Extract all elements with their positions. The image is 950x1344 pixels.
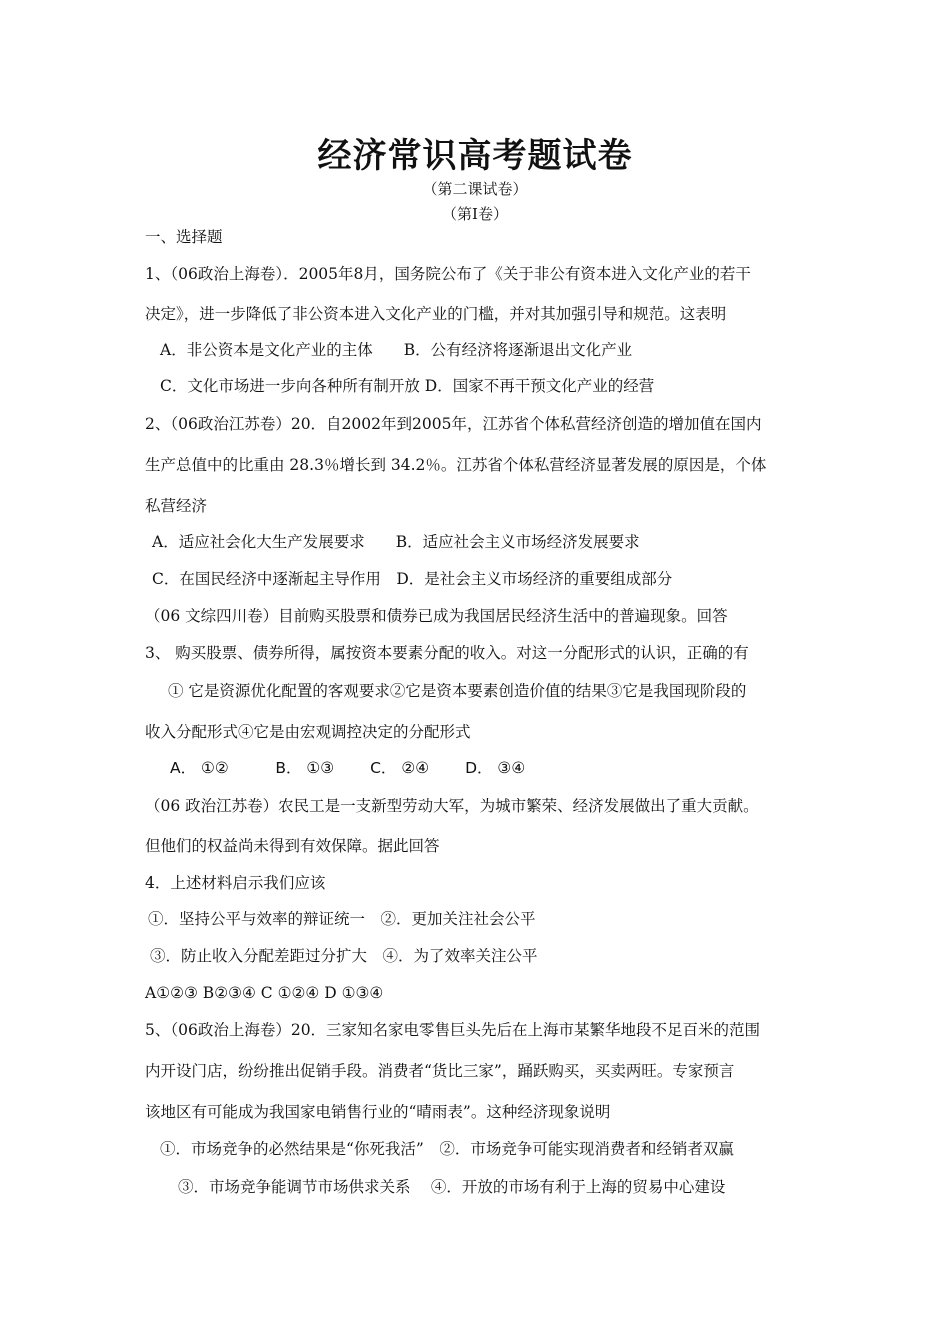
q4-options: A①②③ B②③④ C ①②④ D ①③④: [145, 984, 384, 1002]
q3-text-line2: ① 它是资源优化配置的客观要求②它是资本要素创造价值的结果③它是我国现阶段的: [168, 682, 747, 700]
q1-text-line1: 1、（06政治上海卷）．2005年8月，国务院公布了《关于非公有资本进入文化产业的若干: [145, 265, 751, 283]
q2-text-line2: 生产总值中的比重由 28.3％增长到 34.2％。江苏省个体私营经济显著发展的原因是，个体: [145, 456, 767, 474]
q5-text-line3: 该地区有可能成为我国家电销售行业的“晴雨表”。这种经济现象说明: [145, 1103, 611, 1121]
q2-text-line1: 2、（06政治江苏卷）20．自2002年到2005年，江苏省个体私营经济创造的增加值在国内: [145, 415, 762, 433]
q4-intro-line2: 但他们的权益尚未得到有效保障。据此回答: [145, 837, 440, 855]
q3-intro: （06 文综四川卷）目前购买股票和债券已成为我国居民经济生活中的普遍现象。回答: [145, 607, 728, 625]
q2-options-cd: C．在国民经济中逐渐起主导作用 D．是社会主义市场经济的重要组成部分: [152, 570, 673, 588]
q4-text-line1: 4．上述材料启示我们应该: [145, 874, 326, 892]
q2-text-line3: 私营经济: [145, 497, 208, 515]
q1-options-ab: A．非公资本是文化产业的主体 B．公有经济将逐渐退出文化产业: [160, 341, 633, 359]
q2-options-ab: A．适应社会化大生产发展要求 B．适应社会主义市场经济发展要求: [152, 533, 640, 551]
q5-text-line1: 5、（06政治上海卷）20．三家知名家电零售巨头先后在上海市某繁华地段不足百米的范围: [145, 1021, 761, 1039]
q5-text-line2: 内开设门店，纷纷推出促销手段。消费者“货比三家”，踊跃购买，买卖两旺。专家预言: [145, 1062, 735, 1080]
q3-options: A． ①② B． ①③ C． ②④ D． ③④: [170, 759, 526, 777]
q1-text-line2: 决定》，进一步降低了非公资本进入文化产业的门槛，并对其加强引导和规范。这表明: [145, 305, 727, 323]
q3-text-line1: 3、 购买股票、债券所得，属按资本要素分配的收入。对这一分配形式的认识，正确的有: [145, 644, 749, 662]
page-title: 经济常识高考题试卷: [317, 136, 633, 176]
q4-items-34: ③．防止收入分配差距过分扩大 ④．为了效率关注公平: [150, 947, 538, 965]
subtitle-volume: （第Ⅰ卷）: [442, 205, 508, 223]
subtitle-lesson: （第二课试卷）: [422, 180, 528, 198]
q3-text-line3: 收入分配形式④它是由宏观调控决定的分配形式: [145, 723, 471, 741]
q5-items-34: ③．市场竞争能调节市场供求关系 ④．开放的市场有利于上海的贸易中心建设: [178, 1178, 726, 1196]
q4-intro-line1: （06 政治江苏卷）农民工是一支新型劳动大军，为城市繁荣、经济发展做出了重大贡献。: [145, 797, 759, 815]
section-heading: 一、选择题: [145, 228, 223, 246]
q4-items-12: ①．坚持公平与效率的辩证统一 ②．更加关注社会公平: [148, 910, 536, 928]
q5-items-12: ①．市场竞争的必然结果是“你死我活” ②．市场竞争可能实现消费者和经销者双赢: [160, 1140, 734, 1158]
q1-options-cd: C．文化市场进一步向各种所有制开放 D．国家不再干预文化产业的经营: [160, 377, 655, 395]
